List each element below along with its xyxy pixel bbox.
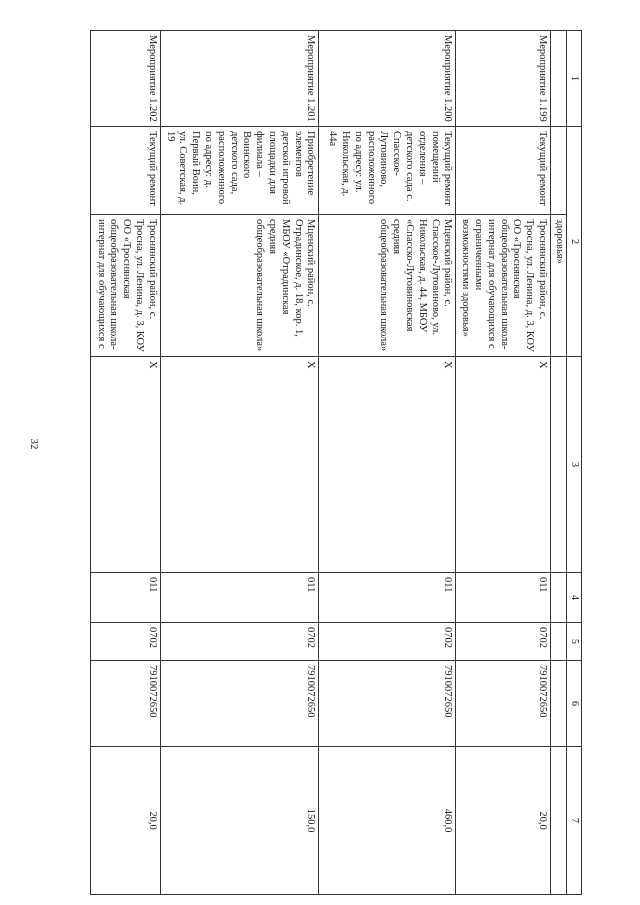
cell-col5: 0702: [90, 623, 160, 661]
column-header: 4: [566, 573, 581, 623]
column-header: 6: [566, 661, 581, 747]
work-description: Текущий ремонт помещений отделения – детского сада с. Спасское-Лутовиново, расположенного по адресу: ул. Никольская, д. 44а: [319, 127, 456, 215]
work-description: Текущий ремонт: [456, 127, 551, 215]
cell-col6: 7910072650: [90, 661, 160, 747]
measure-id: Мероприятие 1.200: [319, 31, 456, 127]
rotated-table-container: [95, 30, 582, 894]
cell-amount: 150,0: [160, 747, 319, 895]
table-row: [160, 31, 319, 895]
object-address: Мценский район, с. Отрадинское, д. 18, кор. 1, МБОУ «Отрадинская средняя общеобразовательная школа»: [160, 215, 319, 357]
cell-col6: 7910072650: [160, 661, 319, 747]
cell-col4: 011: [456, 573, 551, 623]
cell-amount: 460,0: [319, 747, 456, 895]
work-description: Приобретение элементов детской игровой площадки для филиала – Воинского детского сада, расположенного по адресу: д. Первый Воин, ул. Советская, д. 19: [160, 127, 319, 215]
cell-col4: 011: [90, 573, 160, 623]
column-header: 3: [566, 357, 581, 573]
cell-col3: Х: [90, 357, 160, 573]
table-row: [319, 31, 456, 895]
continuation-text: здоровья»: [551, 215, 567, 357]
measure-id: Мероприятие 1.201: [160, 31, 319, 127]
cell-col3: Х: [456, 357, 551, 573]
cell-col5: 0702: [160, 623, 319, 661]
cell-col5: 0702: [319, 623, 456, 661]
object-address: Троснянский район, с. Тросна, ул. Ленина, д. 3, КОУ ОО «Троснянская общеобразовательная школа-интернат для обучающихся с: [90, 215, 160, 357]
cell-amount: 20,0: [456, 747, 551, 895]
column-header: 5: [566, 623, 581, 661]
header-row: [566, 31, 581, 895]
table-row: [90, 31, 160, 895]
work-description: Текущий ремонт: [90, 127, 160, 215]
measure-id: Мероприятие 1.202: [90, 31, 160, 127]
object-address: Мценский район, с. Спасское-Лутовиново, ул. Никольская, д. 44, МБОУ «Спасско-Лутовиновская средняя общеобразовательная школа»: [319, 215, 456, 357]
cell-col4: 011: [319, 573, 456, 623]
cell-amount: 20,0: [90, 747, 160, 895]
continuation-row: [551, 31, 567, 895]
cell-col6: 7910072650: [319, 661, 456, 747]
column-header: 1: [566, 31, 581, 127]
cell-col6: 7910072650: [456, 661, 551, 747]
cell-col4: 011: [160, 573, 319, 623]
object-address: Троснянский район, с. Тросна, ул. Ленина, д. 3, КОУ ОО «Троснянская общеобразовательная школа-интернат для обучающихся с ограниченными возможностями здоровья»: [456, 215, 551, 357]
budget-table: [90, 30, 582, 895]
page-number: 32: [28, 438, 40, 450]
cell-col3: Х: [160, 357, 319, 573]
measure-id: Мероприятие 1.199: [456, 31, 551, 127]
cell-col3: Х: [319, 357, 456, 573]
column-header: 2: [566, 127, 581, 357]
table-row: [456, 31, 551, 895]
column-header: 7: [566, 747, 581, 895]
cell-col5: 0702: [456, 623, 551, 661]
